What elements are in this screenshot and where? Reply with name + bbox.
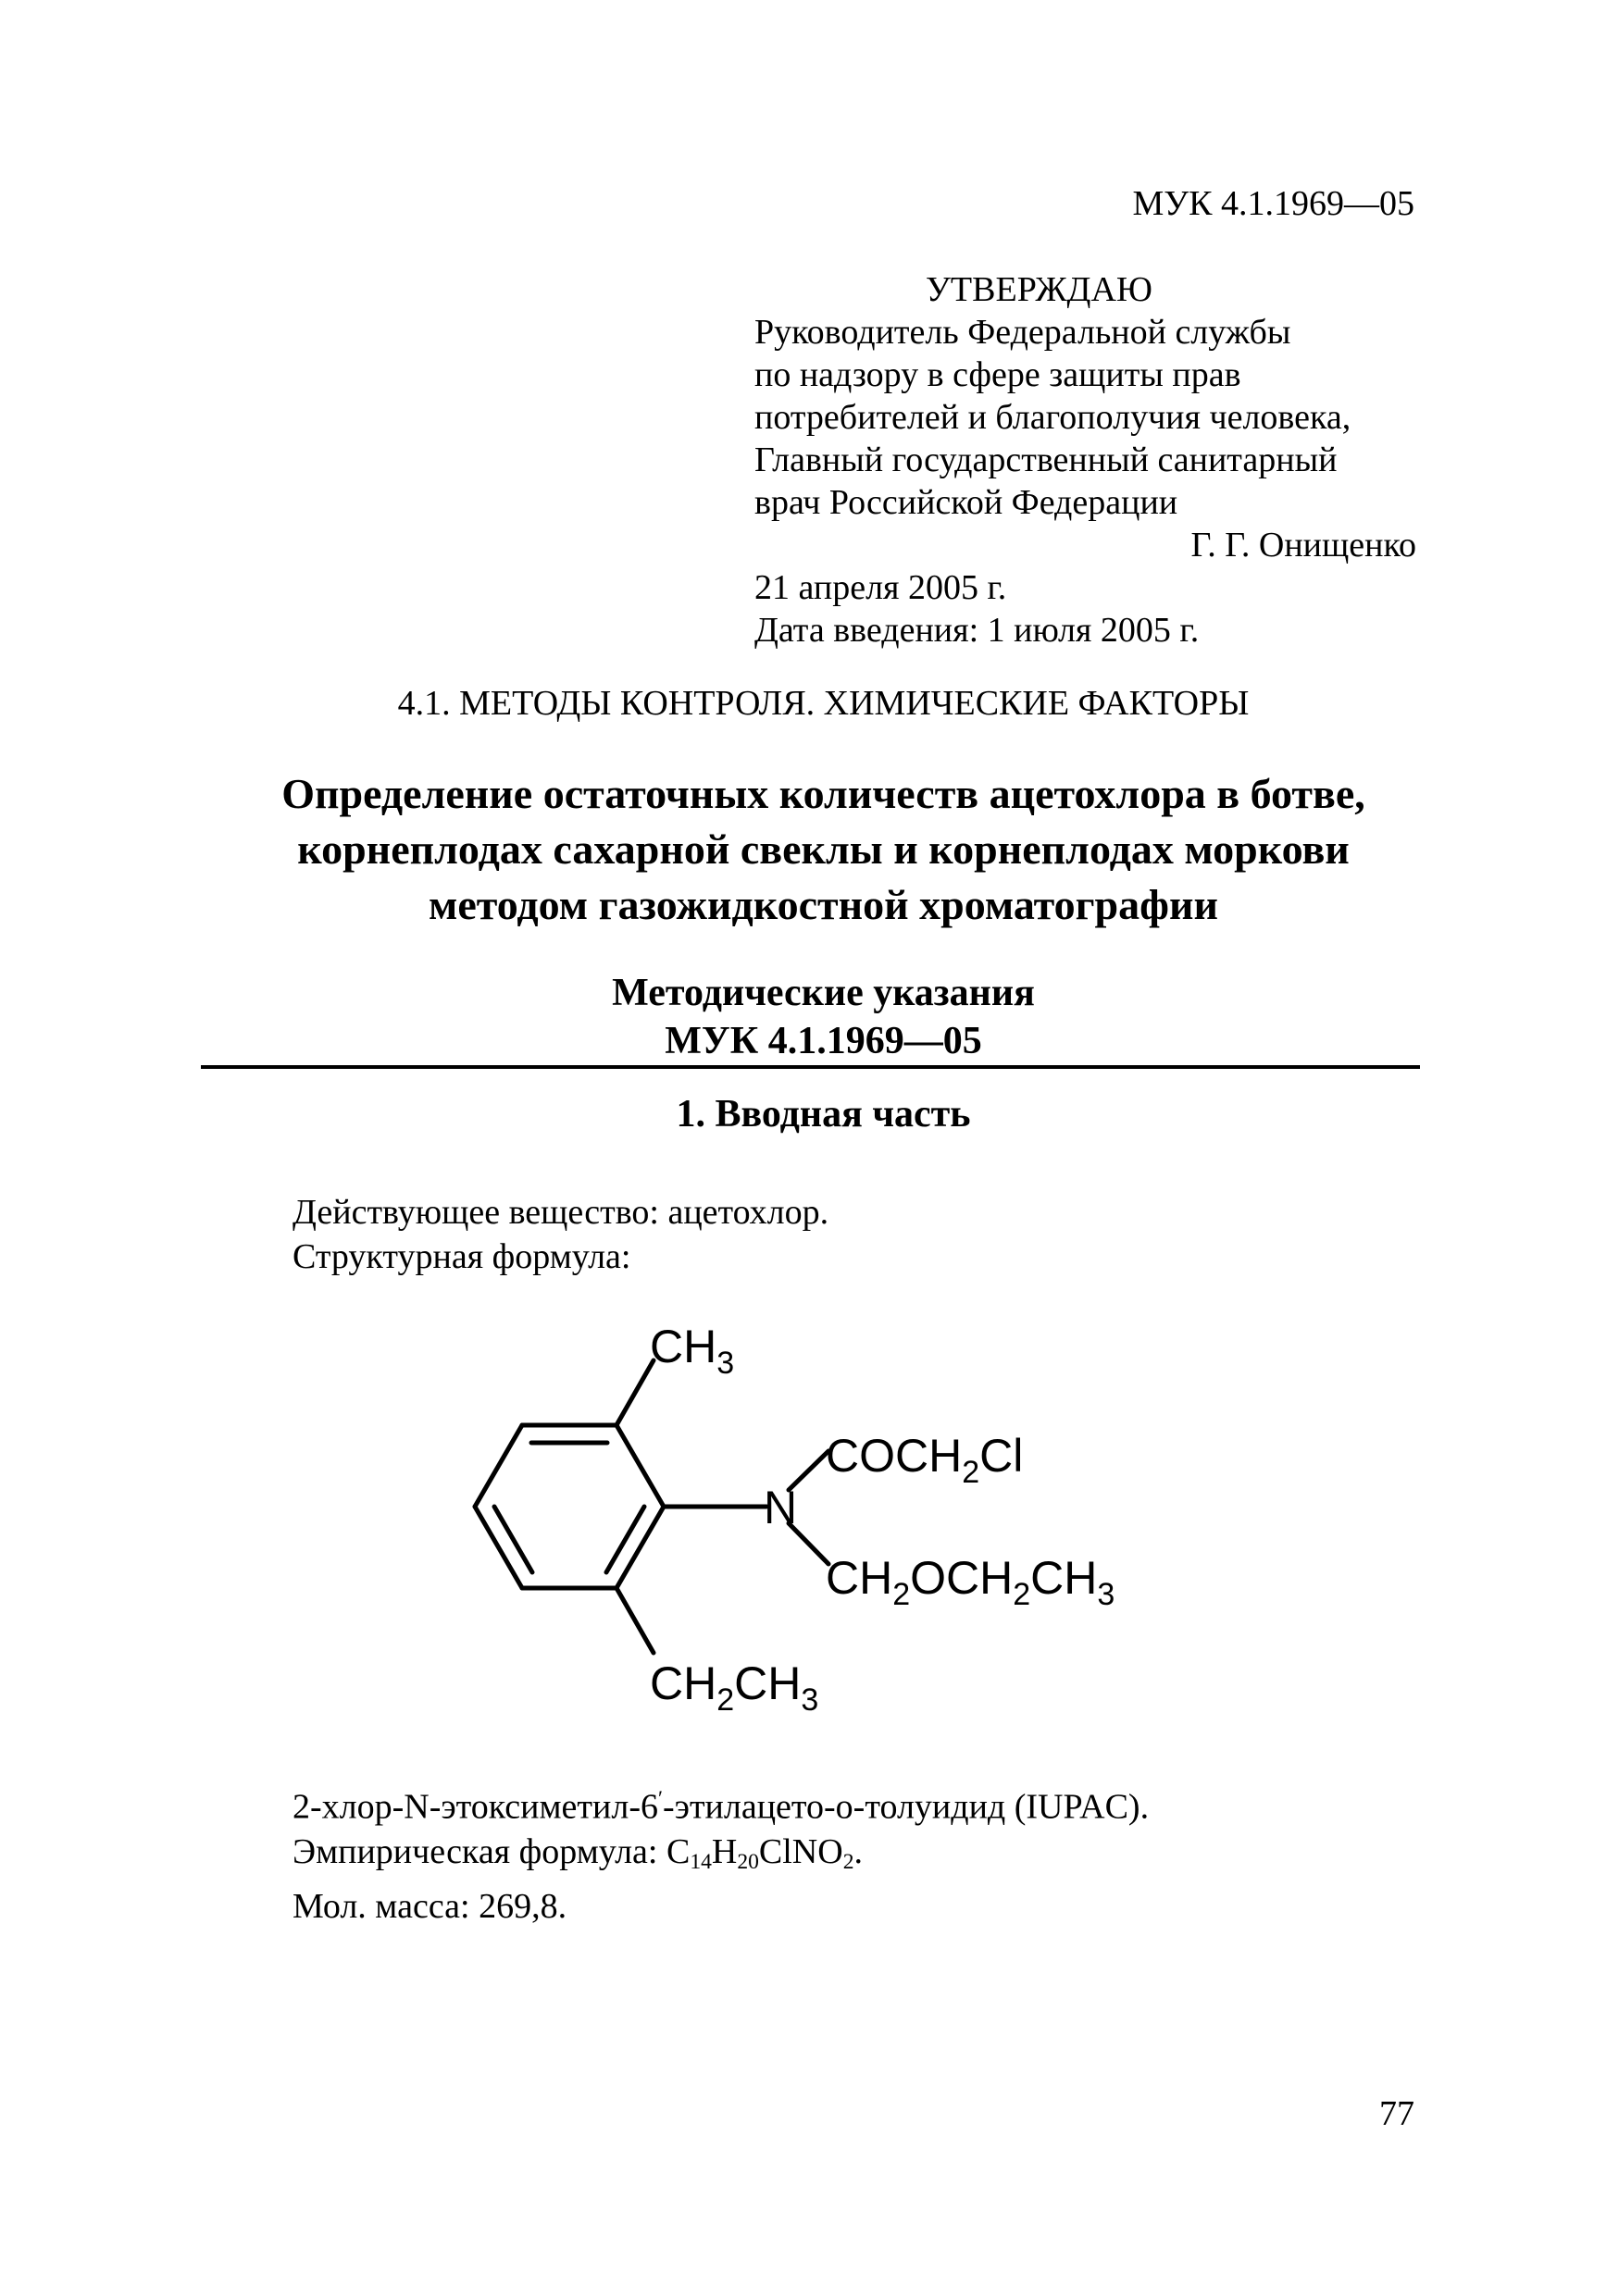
ethyl-bond bbox=[616, 1588, 654, 1653]
approval-line: Руководитель Федеральной службы bbox=[754, 313, 1291, 352]
intro-text-bottom bbox=[293, 1777, 1149, 1929]
title-line: корнеплодах сахарной свеклы и корнеплодах моркови bbox=[297, 825, 1350, 873]
ring-double-bond bbox=[606, 1507, 644, 1572]
ring-bond bbox=[475, 1507, 522, 1588]
horizontal-rule bbox=[201, 1065, 1420, 1069]
empirical-formula: Эмпирическая формула: $C_{14}H_{20}ClNO_2$. bbox=[293, 1831, 863, 1874]
active-substance: Действующее вещество: ацетохлор. bbox=[293, 1193, 829, 1232]
approval-line: Главный государственный санитарный bbox=[754, 441, 1338, 479]
approval-line: по надзору в сфере защиты прав bbox=[754, 355, 1241, 394]
document-code: МУК 4.1.1969—05 bbox=[1132, 184, 1414, 223]
approval-line: потребителей и благополучия человека, bbox=[754, 398, 1351, 437]
effective-date: Дата введения: 1 июля 2005 г. bbox=[754, 611, 1200, 650]
ethoxymethyl-group: $CH_2OCH_2CH_3$ bbox=[826, 1552, 1115, 1612]
subtitle-line: Методические указания bbox=[612, 972, 1035, 1014]
ethyl-group: $CH_2CH_3$ bbox=[650, 1657, 819, 1718]
intro-text-top bbox=[293, 1190, 828, 1279]
subtitle-code: МУК 4.1.1969—05 bbox=[665, 1020, 982, 1062]
title-line: методом газожидкостной хроматографии bbox=[429, 881, 1218, 928]
ring-bond bbox=[475, 1425, 522, 1507]
approval-block bbox=[754, 268, 1416, 652]
document-subtitle bbox=[0, 969, 1619, 1065]
intro-heading: 1. Вводная часть bbox=[676, 1093, 971, 1136]
chloroacetyl-group: $COCH_2Cl$ bbox=[826, 1430, 1024, 1490]
page-number: 77 bbox=[1379, 2094, 1414, 2133]
methyl-bond bbox=[616, 1360, 654, 1425]
structural-formula-label: Структурная формула: bbox=[293, 1237, 631, 1276]
ring-bond bbox=[616, 1507, 664, 1588]
molecular-mass: Мол. масса: 269,8. bbox=[293, 1886, 567, 1926]
approval-stamp: УТВЕРЖДАЮ bbox=[926, 270, 1152, 309]
approval-date: 21 апреля 2005 г. bbox=[754, 568, 1007, 607]
structural-formula bbox=[407, 1296, 1240, 1740]
document-title bbox=[0, 766, 1619, 933]
iupac-name: 2-хлор-N-этоксиметил-6′-этилацето-о-толуидид (IUPAC). bbox=[293, 1787, 1150, 1827]
ring-bond bbox=[616, 1425, 664, 1507]
section-heading: 4.1. МЕТОДЫ КОНТРОЛЯ. ХИМИЧЕСКИЕ ФАКТОРЫ bbox=[397, 684, 1250, 723]
methyl-group: $CH_3$ bbox=[650, 1321, 735, 1381]
ring-double-bond bbox=[494, 1507, 532, 1572]
approval-line: врач Российской Федерации bbox=[754, 483, 1178, 522]
signer-name: Г. Г. Онищенко bbox=[1190, 526, 1416, 565]
title-line: Определение остаточных количеств ацетохлора в ботве, bbox=[281, 770, 1365, 817]
nitrogen-atom: N bbox=[764, 1482, 798, 1533]
